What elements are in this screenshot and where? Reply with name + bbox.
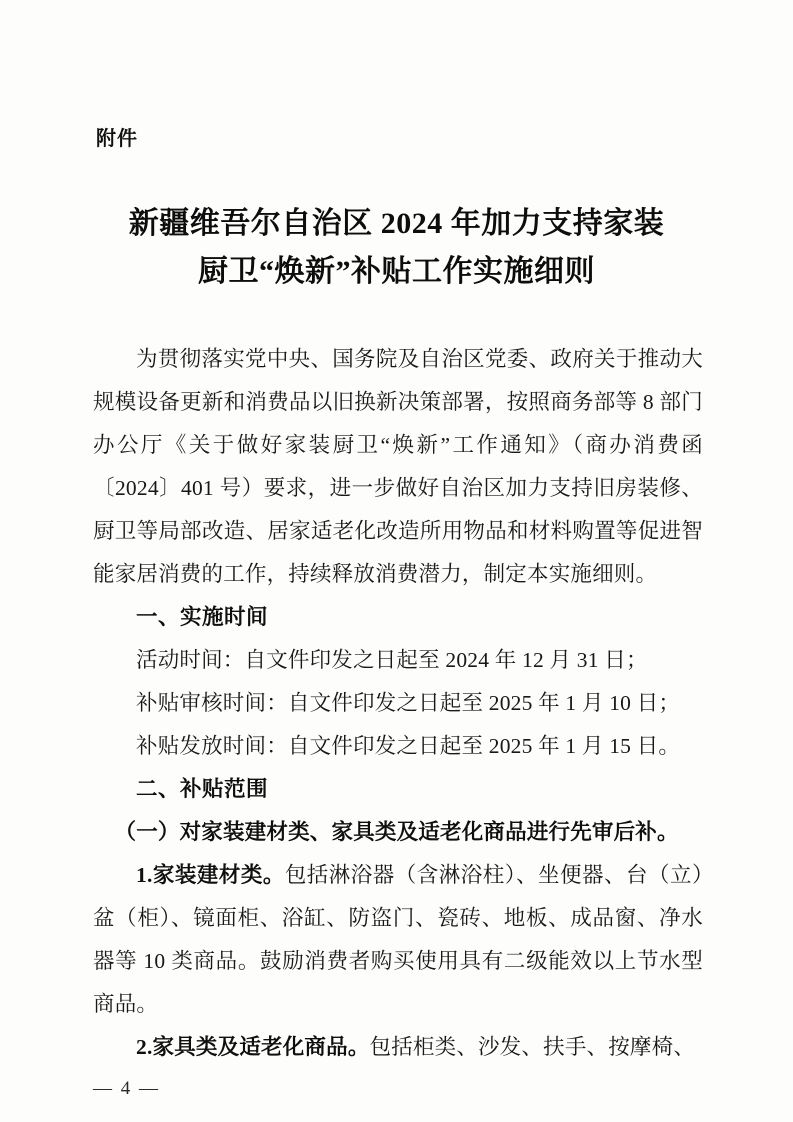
section-heading-1: 一、实施时间 [136,605,269,629]
list-item-2-label: 2.家具类及适老化商品。 [136,1035,370,1059]
page-number: — 4 — [93,1078,160,1099]
list-item-1-label: 1.家装建材类。 [136,863,285,887]
section-1-line-1: 活动时间：自文件印发之日起至 2024 年 12 月 31 日； [136,648,648,672]
section-1-line-3: 补贴发放时间：自文件印发之日起至 2025 年 1 月 15 日。 [136,734,681,758]
preamble-paragraph: 为贯彻落实党中央、国务院及自治区党委、政府关于推动大规模设备更新和消费品以旧换新决策部署，按照商务部等 8 部门办公厅《关于做好家装厨卫“焕新”工作通知》（商办消费函〔2024〕401 号）要求，进一步做好自治区加力支持旧房装修、厨卫等局部改造、居家适老化改造所用物品和材料购置等促进智能家居消费的工作，持续释放消费潜力，制定本实施细则。 [93,347,703,586]
section-2-subheading-1: （一）对家装建材类、家具类及适老化商品进行先审后补。 [114,820,679,844]
list-item-2-text: 包括柜类、沙发、扶手、按摩椅、 [369,1035,696,1059]
page-title-line-2: 厨卫“焕新”补贴工作实施细则 [198,255,595,288]
section-1-line-2: 补贴审核时间：自文件印发之日起至 2025 年 1 月 10 日； [136,691,681,715]
list-item-1-text: 包括淋浴器（含淋浴柱）、坐便器、台（立）盆（柜）、镜面柜、浴缸、防盗门、瓷砖、地板、成品窗、净水器等 10 类商品。鼓励消费者购买使用具有二级能效以上节水型商品。 [93,863,703,1016]
attachment-label: 附件 [96,128,138,150]
page-title-line-1: 新疆维吾尔自治区 2024 年加力支持家装 [128,207,665,240]
section-heading-2: 二、补贴范围 [136,777,269,801]
document-body [93,338,703,1069]
list-item-2 [93,1026,703,1069]
list-item-1 [93,854,703,1026]
page-title [93,200,700,296]
